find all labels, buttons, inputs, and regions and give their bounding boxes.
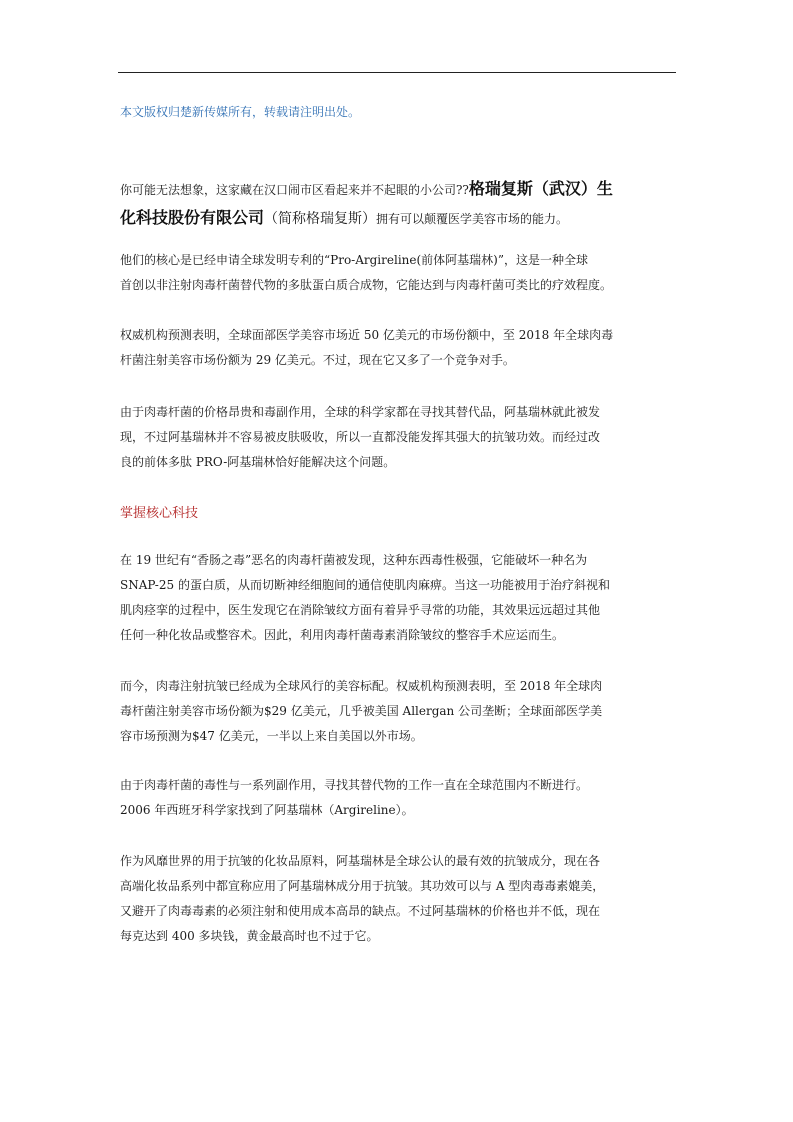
paragraph-line: 现，不过阿基瑞林并不容易被皮肤吸收，所以一直都没能发挥其强大的抗皱功效。而经过改 bbox=[120, 430, 601, 444]
paragraph-line: 良的前体多肽 PRO-阿基瑞林恰好能解决这个问题。 bbox=[120, 455, 396, 469]
paragraph-line: 任何一种化妆品或整容术。因此，利用肉毒杆菌毒素消除皱纹的整容手术应运而生。 bbox=[120, 628, 565, 642]
paragraph-line: 容市场预测为$47 亿美元，一半以上来自美国以外市场。 bbox=[120, 729, 423, 743]
paragraph-line: SNAP-25 的蛋白质，从而切断神经细胞间的通信使肌肉麻痹。当这一功能被用于治疗斜视和 bbox=[120, 578, 610, 592]
paragraph-substitute bbox=[120, 400, 668, 475]
intro-line-1 bbox=[120, 175, 668, 204]
paragraph-line: 毒杆菌注射美容市场份额为$29 亿美元，几乎被美国 Allergan 公司垄断；全球面部医学美 bbox=[120, 704, 603, 718]
paragraph-line: 由于肉毒杆菌的毒性与一系列副作用，寻找其替代物的工作一直在全球范围内不断进行。 bbox=[120, 778, 589, 792]
paragraph-line: 权威机构预测表明，全球面部医学美容市场近 50 亿美元的市场份额中，至 2018 年全球肉毒 bbox=[120, 328, 614, 342]
paragraph-line: 他们的核心是已经申请全球发明专利的“Pro-Argireline(前体阿基瑞林)”，这是一种全球 bbox=[120, 253, 588, 267]
company-name: 格瑞复斯（武汉）生 bbox=[468, 179, 613, 198]
intro-line-2 bbox=[120, 204, 668, 233]
section-heading: 掌握核心科技 bbox=[120, 506, 199, 521]
company-name-cont: 化科技股份有限公司 bbox=[120, 208, 265, 227]
paragraph-argireline-discovery bbox=[120, 773, 668, 823]
paragraph-line: 每克达到 400 多块钱，黄金最高时也不过于它。 bbox=[120, 929, 379, 943]
paragraph-line: 肌肉痉挛的过程中，医生发现它在消除皱纹方面有着异乎寻常的功能，其效果远远超过其他 bbox=[120, 603, 601, 617]
paragraph-line: 首创以非注射肉毒杆菌替代物的多肽蛋白质合成物，它能达到与肉毒杆菌可类比的疗效程度。 bbox=[120, 278, 613, 292]
company-short-name: （简称格瑞复斯） bbox=[264, 211, 377, 227]
header-rule bbox=[118, 72, 676, 73]
paragraph-line: 高端化妆品系列中都宣称应用了阿基瑞林成分用于抗皱。其功效可以与 A 型肉毒毒素媲美， bbox=[120, 879, 605, 893]
paragraph-line: 由于肉毒杆菌的价格昂贵和毒副作用，全球的科学家都在寻找其替代品，阿基瑞林就此被发 bbox=[120, 405, 601, 419]
paragraph-line: 杆菌注射美容市场份额为 29 亿美元。不过，现在它又多了一个竞争对手。 bbox=[120, 353, 515, 367]
paragraph-line: 又避开了肉毒毒素的必须注射和使用成本高昂的缺点。不过阿基瑞林的价格也并不低，现在 bbox=[120, 904, 601, 918]
intro-paragraph bbox=[120, 175, 668, 233]
paragraph-trend bbox=[120, 674, 668, 749]
copyright-notice: 本文版权归楚新传媒所有，转载请注明出处。 bbox=[120, 105, 361, 119]
paragraph-history bbox=[120, 548, 668, 648]
paragraph-argireline-usage bbox=[120, 849, 668, 949]
paragraph-line: 作为风靡世界的用于抗皱的化妆品原料，阿基瑞林是全球公认的最有效的抗皱成分，现在各 bbox=[120, 854, 601, 868]
paragraph-core-tech bbox=[120, 248, 668, 298]
intro-text-end: 拥有可以颠覆医学美容市场的能力。 bbox=[376, 212, 569, 226]
paragraph-line: 而今，肉毒注射抗皱已经成为全球风行的美容标配。权威机构预测表明，至 2018 年全球肉 bbox=[120, 679, 603, 693]
paragraph-line: 在 19 世纪有“香肠之毒”恶名的肉毒杆菌被发现，这种东西毒性极强，它能破坏一种名为 bbox=[120, 553, 588, 567]
paragraph-line: 2006 年西班牙科学家找到了阿基瑞林（Argireline）。 bbox=[120, 803, 414, 817]
paragraph-market-forecast bbox=[120, 323, 668, 373]
intro-text: 你可能无法想象，这家藏在汉口闹市区看起来并不起眼的小公司?? bbox=[120, 183, 469, 197]
